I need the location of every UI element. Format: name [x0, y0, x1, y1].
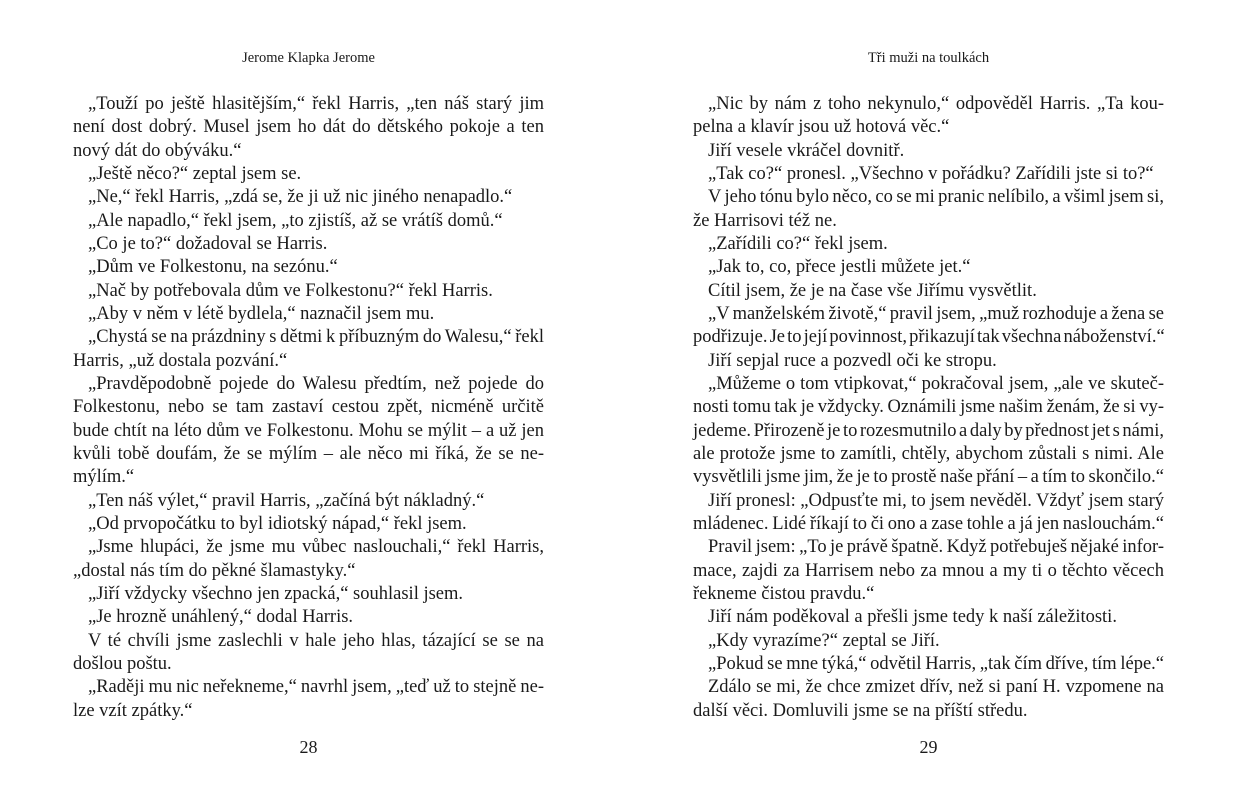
paragraph [73, 513, 544, 536]
text-line: Pravil jsem: „To je právě špatně. Když potřebuješ nějaké infor- [708, 537, 1164, 558]
paragraph [73, 163, 544, 186]
text-line: „Kdy vyrazíme?“ zeptal se Jiří. [708, 630, 940, 651]
paragraph [693, 350, 1164, 373]
page-number-right: 29 [919, 737, 938, 757]
text-line: mládenec. Lidé říkají to či ono a zase tohle a já jen naslouchám.“ [693, 513, 1164, 534]
text-line: podřizuje. Je to její povinnost, přikazují tak všechna náboženství.“ [693, 327, 1165, 348]
text-line: „Ne,“ řekl Harris, „zdá se, že ji už nic jiného nenapadlo.“ [88, 187, 513, 208]
paragraph [73, 93, 544, 163]
text-line: lze vzít zpátky.“ [73, 700, 193, 721]
running-header-title: Tři muži na toulkách [867, 50, 990, 66]
text-line: není dost dobrý. Musel jsem ho dát do dětského pokoje a ten [73, 117, 544, 138]
paragraph [693, 676, 1164, 723]
paragraph [73, 186, 544, 209]
text-line: „Nač by potřebovala dům ve Folkestonu?“ řekl Harris. [88, 280, 493, 301]
paragraph [693, 653, 1164, 676]
text-line: Harris, „už dostala pozvání.“ [73, 350, 288, 371]
text-line: „Pokud se mne týká,“ odvětil Harris, „tak čím dříve, tím lépe.“ [708, 653, 1164, 674]
text-line: „Touží po ještě hlasitějším,“ řekl Harris, „ten náš starý jim [88, 94, 544, 114]
text-line: mýlím.“ [73, 467, 135, 488]
paragraph [73, 583, 544, 606]
text-line: V jeho tónu bylo něco, co se mi pranic nelíbilo, a všiml jsem si, [708, 187, 1164, 208]
text-line: kvůli tobě doufám, že se mýlím – ale něco mi říká, že se ne- [73, 443, 544, 464]
text-line: pelna a klavír jsou už hotová věc.“ [693, 117, 950, 138]
text-line: jedeme. Přirozeně je to rozesmutnilo a daly by přednost jet s námi, [693, 420, 1164, 441]
paragraph [73, 280, 544, 303]
paragraph [693, 373, 1164, 490]
paragraph [693, 303, 1164, 350]
text-line: další věci. Domluvili jsme se na příští středu. [693, 700, 1028, 721]
paragraph [73, 303, 544, 326]
text-line: „Chystá se na prázdniny s dětmi k příbuzným do Walesu,“ řekl [88, 327, 544, 348]
paragraph [73, 256, 544, 279]
paragraph [693, 490, 1164, 537]
text-line: „Je hrozně unáhlený,“ dodal Harris. [88, 607, 354, 628]
text-line: bude chtít na léto dům ve Folkestonu. Mohu se mýlit – a už jen [73, 420, 544, 441]
text-line: „Můžeme o tom vtipkovat,“ pokračoval jsem, „ale ve skuteč- [708, 373, 1164, 394]
running-header-author: Jerome Klapka Jerome [242, 50, 375, 66]
text-line: „Aby v něm v létě bydlela,“ naznačil jsem mu. [88, 303, 435, 324]
text-line: Jiří sepjal ruce a pozvedl oči ke stropu. [708, 350, 997, 371]
text-line: nový dát do obýváku.“ [73, 140, 242, 161]
page-right [622, 0, 1244, 800]
text-line: „Tak co?“ pronesl. „Všechno v pořádku? Zařídili jste si to?“ [708, 163, 1154, 184]
paragraph [73, 326, 544, 373]
text-line: došlou poštu. [73, 653, 172, 674]
text-line: „Co je to?“ dožadoval se Harris. [88, 233, 328, 254]
paragraph [693, 163, 1164, 186]
paragraph [73, 373, 544, 490]
text-line: Folkestonu, nebo se tam zastaví cestou zpět, nicméně určitě [73, 397, 544, 418]
text-line: „Ale napadlo,“ řekl jsem, „to zjistíš, až se vrátíš domů.“ [88, 210, 503, 231]
page-number-left: 28 [299, 737, 318, 757]
text-line: že Harrisovi též ne. [693, 210, 837, 231]
paragraph [693, 93, 1164, 140]
text-line: „Jak to, co, přece jestli můžete jet.“ [708, 257, 971, 278]
text-line: „Raději mu nic neřekneme,“ navrhl jsem, „teď už to stejně ne- [88, 677, 544, 698]
text-line: ale protože jsme to zamítli, chtěly, abychom zůstali s nimi. Ale [693, 443, 1164, 464]
text-line: nosti tomu tak je vždycky. Oznámili jsme našim ženám, že si vy- [693, 397, 1164, 418]
text-line: vysvětlili jsme jim, že je to prostě naše přání – a tím to skončilo.“ [693, 467, 1164, 488]
page-left-text [73, 93, 544, 723]
paragraph [693, 606, 1164, 629]
text-line: „Ten náš výlet,“ pravil Harris, „začíná být nákladný.“ [88, 490, 485, 511]
text-line: „Dům ve Folkestonu, na sezónu.“ [88, 257, 338, 278]
text-line: řekneme čistou pravdu.“ [693, 583, 875, 604]
paragraph [693, 256, 1164, 279]
text-line: Jiří nám poděkoval a přešli jsme tedy k naší záležitosti. [708, 607, 1117, 628]
text-line: „Nic by nám z toho nekynulo,“ odpověděl Harris. „Ta kou- [708, 94, 1164, 114]
text-line: Zdálo se mi, že chce zmizet dřív, než si paní H. vzpomene na [708, 677, 1164, 698]
text-line: „V manželském životě,“ pravil jsem, „muž rozhoduje a žena se [708, 303, 1164, 324]
paragraph [73, 233, 544, 256]
text-line: „Jsme hlupáci, že jsme mu vůbec naslouchali,“ řekl Harris, [88, 537, 544, 558]
paragraph [73, 536, 544, 583]
text-line: „Zařídili co?“ řekl jsem. [708, 233, 888, 254]
text-line: Cítil jsem, že je na čase vše Jiřímu vysvětlit. [708, 280, 1037, 301]
paragraph [693, 630, 1164, 653]
paragraph [73, 630, 544, 677]
paragraph [693, 140, 1164, 163]
paragraph [73, 490, 544, 513]
text-line: Jiří vesele vkráčel dovnitř. [708, 140, 905, 161]
text-line: „Ještě něco?“ zeptal jsem se. [88, 163, 302, 184]
text-line: mace, zajdi za Harrisem nebo za mnou a my ti o těchto věcech [693, 560, 1164, 581]
paragraph [693, 186, 1164, 233]
paragraph [73, 676, 544, 723]
text-line: „Pravděpodobně pojede do Walesu předtím, než pojede do [88, 373, 544, 394]
text-line: V té chvíli jsme zaslechli v hale jeho hlas, tázající se se na [88, 630, 544, 651]
text-line: „dostal nás tím do pěkné šlamastyky.“ [73, 560, 356, 581]
text-line: „Jiří vždycky všechno jen zpacká,“ souhlasil jsem. [88, 583, 464, 604]
paragraph [693, 280, 1164, 303]
paragraph [73, 210, 544, 233]
text-line: Jiří pronesl: „Odpusťte mi, to jsem nevěděl. Vždyť jsem starý [708, 490, 1164, 511]
page-right-text [693, 93, 1164, 723]
paragraph [693, 233, 1164, 256]
paragraph [73, 606, 544, 629]
paragraph [693, 536, 1164, 606]
text-line: „Od prvopočátku to byl idiotský nápad,“ řekl jsem. [88, 513, 467, 534]
